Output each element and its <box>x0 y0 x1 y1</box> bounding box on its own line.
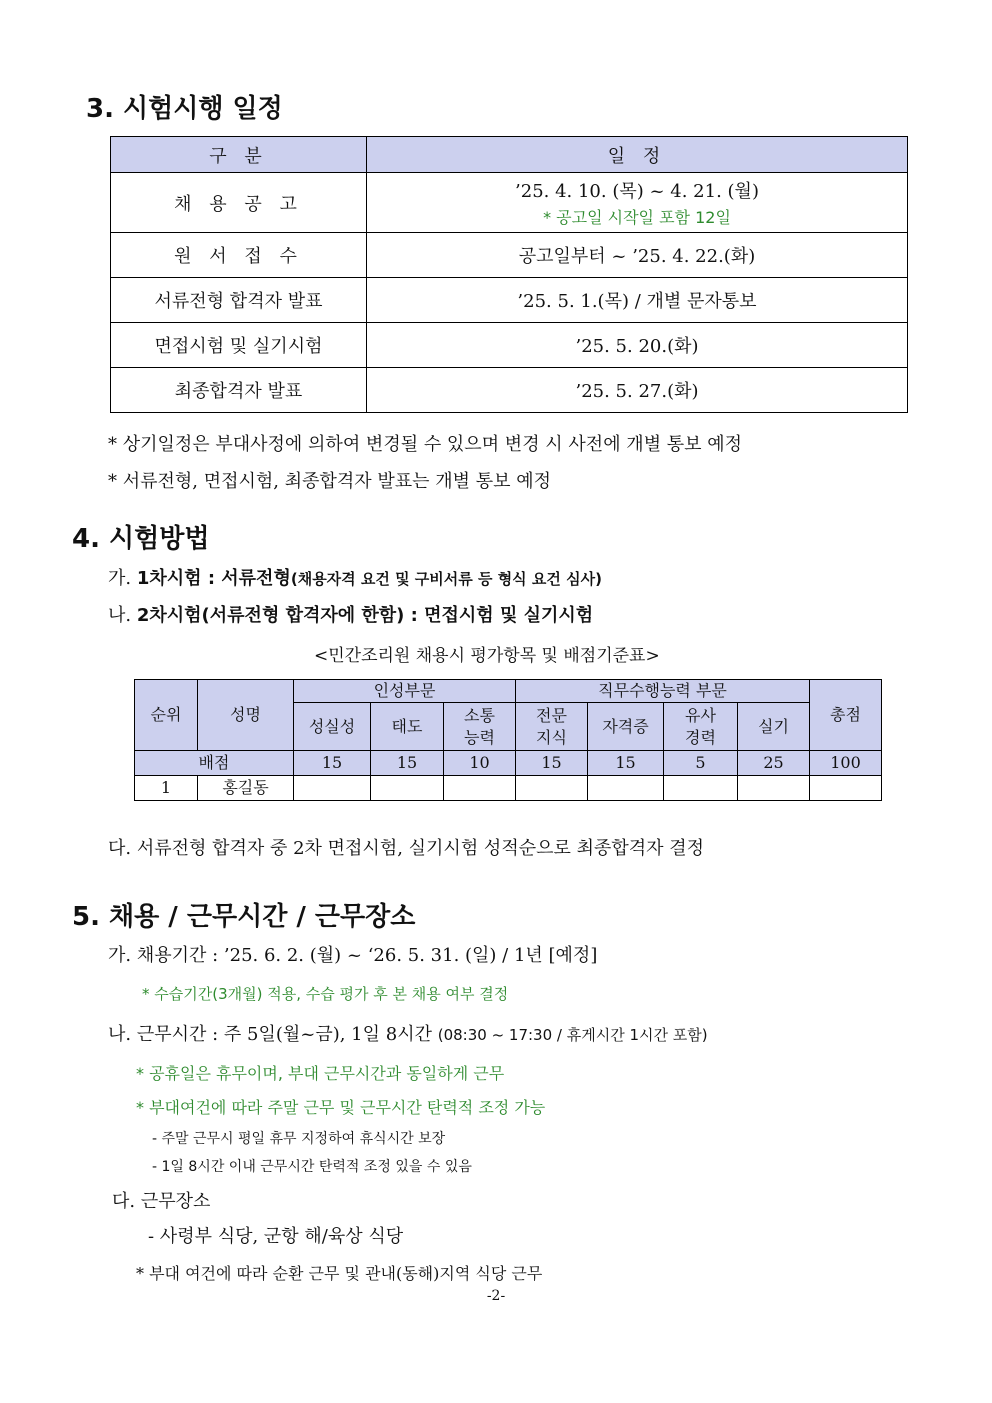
method-item-a-detail: (채용자격 요건 및 구비서류 등 형식 요건 심사) <box>290 570 602 588</box>
schedule-row <box>111 323 908 368</box>
method-item-b-bold: 2차시험(서류전형 합격자에 한함) : 면접시험 및 실기시험 <box>136 605 594 626</box>
schedule-value: ’25. 5. 1.(목) / 개별 문자통보 <box>367 278 908 323</box>
score-points-value: 15 <box>294 751 371 776</box>
work-place-item: - 사령부 식당, 군항 해/육상 식당 <box>148 1226 404 1247</box>
method-item-a-prefix: 가. <box>108 568 132 589</box>
working-hours-note-2: * 부대여건에 따라 주말 근무 및 근무시간 탄력적 조정 가능 <box>136 1098 546 1117</box>
score-sample-row <box>135 776 882 801</box>
score-header-rank: 순위 <box>135 680 198 751</box>
schedule-label: 원 서 접 수 <box>111 233 367 278</box>
schedule-row <box>111 173 908 233</box>
section5-title: 5. 채용 / 근무시간 / 근무장소 <box>72 902 416 932</box>
score-header-certificate: 자격증 <box>588 703 664 751</box>
schedule-table <box>110 136 908 413</box>
method-item-b <box>108 601 593 627</box>
schedule-label: 서류전형 합격자 발표 <box>111 278 367 323</box>
employment-period: 가. 채용기간 : ’25. 6. 2. (월) ~ ‘26. 5. 31. (일) / 1년 [예정] <box>108 945 598 966</box>
schedule-label: 최종합격자 발표 <box>111 368 367 413</box>
score-header-name: 성명 <box>198 680 294 751</box>
score-header-total: 총점 <box>810 680 882 751</box>
score-header-practical: 실기 <box>738 703 810 751</box>
schedule-value: ’25. 5. 20.(화) <box>367 323 908 368</box>
score-points-value: 10 <box>444 751 516 776</box>
schedule-value <box>367 173 908 233</box>
score-points-value: 5 <box>664 751 738 776</box>
schedule-note-2: * 서류전형, 면접시험, 최종합격자 발표는 개별 통보 예정 <box>108 471 552 492</box>
score-table <box>134 679 882 801</box>
score-sample-name: 홍길동 <box>198 776 294 801</box>
method-item-a-bold: 1차시험 : 서류전형 <box>136 568 291 589</box>
schedule-header-date: 일 정 <box>367 137 908 173</box>
work-place-title: 다. 근무장소 <box>112 1191 211 1212</box>
score-cell <box>810 776 882 801</box>
schedule-label: 채 용 공 고 <box>111 173 367 233</box>
working-hours-sub-2: - 1일 8시간 이내 근무시간 탄력적 조정 있을 수 있음 <box>152 1159 472 1175</box>
score-points-value: 15 <box>516 751 588 776</box>
score-points-value: 15 <box>371 751 444 776</box>
score-cell <box>371 776 444 801</box>
score-cell <box>516 776 588 801</box>
score-header-expertise: 전문 지식 <box>516 703 588 751</box>
score-header-communication: 소통 능력 <box>444 703 516 751</box>
method-item-b-prefix: 나. <box>108 605 132 626</box>
score-header-sincerity: 성실성 <box>294 703 371 751</box>
schedule-row <box>111 233 908 278</box>
section3-title: 3. 시험시행 일정 <box>86 94 283 124</box>
work-place-note: * 부대 여건에 따라 순환 근무 및 관내(동해)지역 식당 근무 <box>136 1264 543 1283</box>
schedule-value: ’25. 5. 27.(화) <box>367 368 908 413</box>
score-header-group-personality: 인성부문 <box>294 680 516 703</box>
section4-title: 4. 시험방법 <box>72 524 210 554</box>
employment-period-note: * 수습기간(3개월) 적용, 수습 평가 후 본 채용 여부 결정 <box>142 985 509 1003</box>
schedule-label: 면접시험 및 실기시험 <box>111 323 367 368</box>
schedule-value: 공고일부터 ~ ’25. 4. 22.(화) <box>367 233 908 278</box>
score-header-row <box>135 680 882 703</box>
score-header-experience: 유사 경력 <box>664 703 738 751</box>
working-hours-main: 나. 근무시간 : 주 5일(월~금), 1일 8시간 <box>108 1024 432 1045</box>
score-cell <box>738 776 810 801</box>
working-hours-sub-1: - 주말 근무시 평일 휴무 지정하여 휴식시간 보장 <box>152 1131 446 1147</box>
schedule-note: * 공고일 시작일 포함 12일 <box>543 208 731 227</box>
score-points-value: 25 <box>738 751 810 776</box>
working-hours-detail: (08:30 ~ 17:30 / 휴게시간 1시간 포함) <box>437 1026 708 1044</box>
score-points-row <box>135 751 882 776</box>
page-number: -2- <box>486 1288 506 1304</box>
score-table-title: <민간조리원 채용시 평가항목 및 배점기준표> <box>314 646 660 666</box>
method-item-c: 다. 서류전형 합격자 중 2차 면접시험, 실기시험 성적순으로 최종합격자 결정 <box>108 838 705 859</box>
score-points-total: 100 <box>810 751 882 776</box>
score-cell <box>294 776 371 801</box>
score-points-label: 배점 <box>135 751 294 776</box>
method-item-a <box>108 564 602 590</box>
score-cell <box>588 776 664 801</box>
score-points-value: 15 <box>588 751 664 776</box>
schedule-value-text: ’25. 4. 10. (목) ~ 4. 21. (월) <box>515 181 759 202</box>
score-sample-rank: 1 <box>135 776 198 801</box>
score-cell <box>664 776 738 801</box>
score-header-attitude: 태도 <box>371 703 444 751</box>
working-hours <box>108 1020 708 1046</box>
schedule-header-category: 구 분 <box>111 137 367 173</box>
score-cell <box>444 776 516 801</box>
score-header-group-competency: 직무수행능력 부문 <box>516 680 810 703</box>
schedule-header-row <box>111 137 908 173</box>
schedule-note-1: * 상기일정은 부대사정에 의하여 변경될 수 있으며 변경 시 사전에 개별 통보 예정 <box>108 434 743 455</box>
schedule-row <box>111 368 908 413</box>
schedule-row <box>111 278 908 323</box>
working-hours-note-1: * 공휴일은 휴무이며, 부대 근무시간과 동일하게 근무 <box>136 1064 505 1083</box>
